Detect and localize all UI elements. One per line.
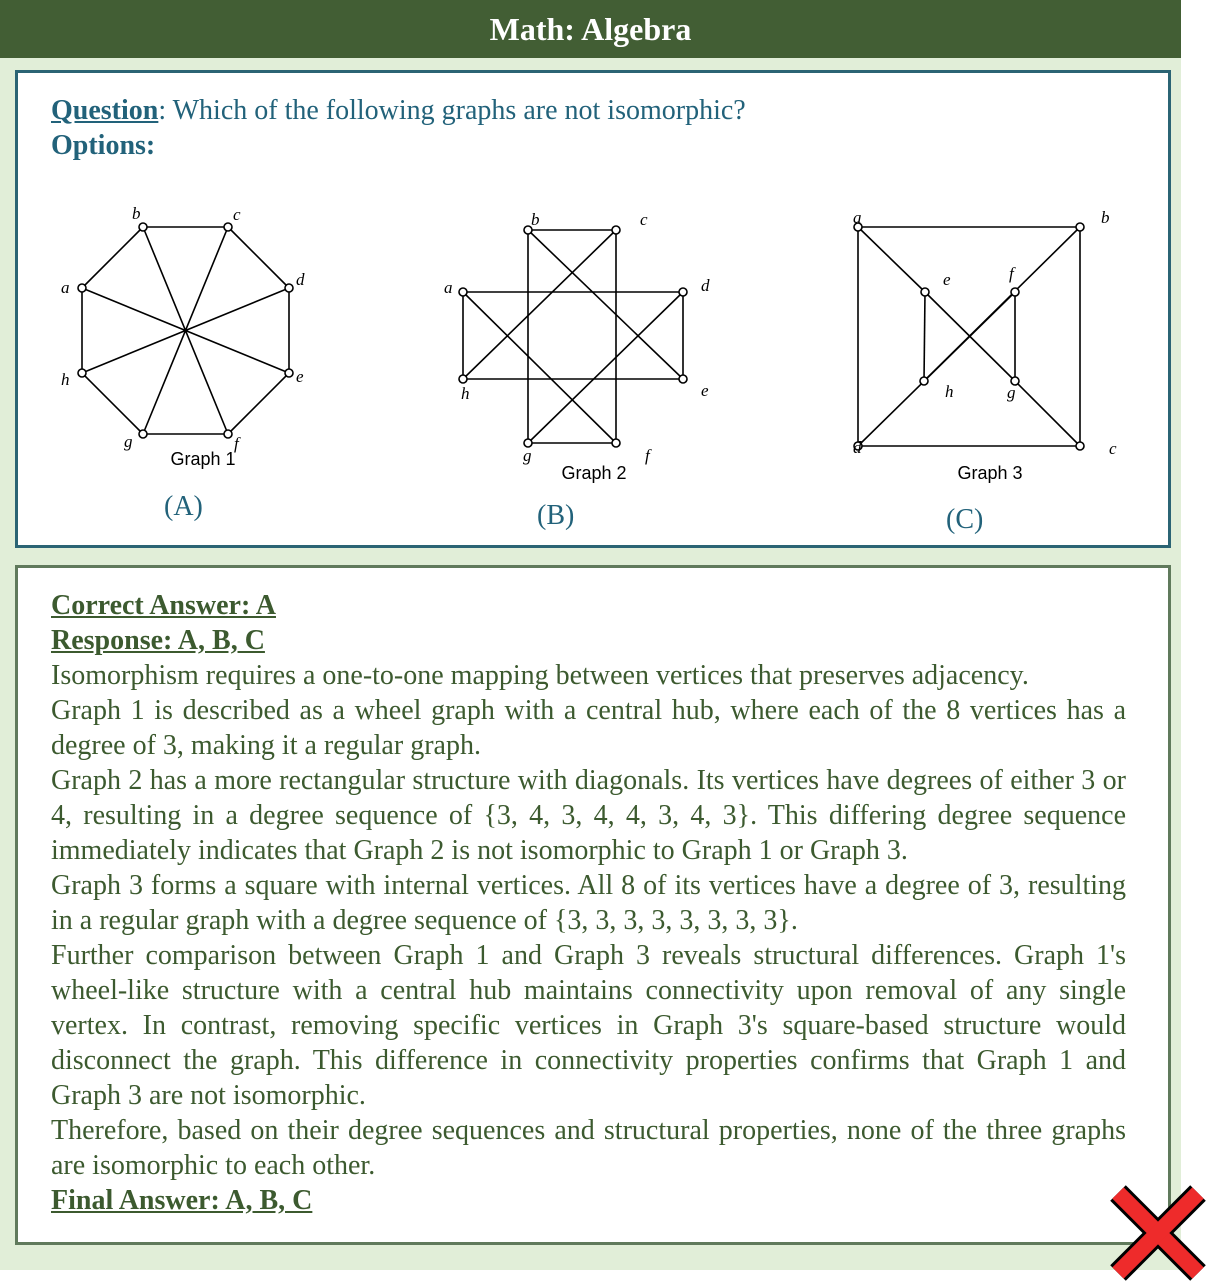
g3-vertex-b: b: [1101, 208, 1110, 227]
g1-vertex-d: d: [296, 270, 305, 289]
g2-vertex-c: c: [640, 210, 648, 229]
option-c-label: (C): [946, 504, 984, 535]
g3-vertex-a: a: [853, 208, 862, 227]
g1-vertex-g: g: [124, 432, 133, 451]
graph-1-title: Graph 1: [170, 449, 236, 469]
g3-vertex-c: c: [1109, 439, 1117, 458]
graph-3-figure: [833, 203, 1133, 483]
graph-2-title: Graph 2: [561, 463, 627, 483]
graph-1-edges: [82, 227, 289, 434]
g1-vertex-a: a: [61, 278, 70, 297]
g1-vertex-f: f: [234, 434, 239, 453]
g2-vertex-f: f: [645, 446, 650, 465]
g1-vertex-b: b: [132, 204, 141, 223]
g1-vertex-e: e: [296, 367, 304, 386]
correct-answer: Correct Answer: A: [51, 590, 276, 621]
option-b-label: (B): [537, 500, 575, 531]
question-panel: [15, 70, 1171, 548]
response-paragraph: Isomorphism requires a one-to-one mapping between vertices that preserves adjacency.: [51, 660, 1029, 691]
g3-vertex-f: f: [1009, 264, 1014, 283]
graph-3-title: Graph 3: [957, 463, 1023, 483]
g3-vertex-h: h: [945, 382, 954, 401]
graph-1-figure: [53, 203, 333, 473]
graph-2-vertices: [459, 226, 687, 447]
options-label: Options:: [51, 130, 156, 161]
question-line: [51, 95, 746, 127]
g2-vertex-a: a: [444, 278, 453, 297]
page-title: Math: Algebra: [0, 0, 1181, 58]
g3-vertex-e: e: [943, 270, 951, 289]
g2-vertex-e: e: [701, 381, 709, 400]
graph-3-edges: [858, 227, 1080, 446]
g1-vertex-c: c: [233, 205, 241, 224]
graph-2-edges: [463, 230, 683, 443]
g1-vertex-h: h: [61, 370, 70, 389]
graph-2-figure: [433, 203, 733, 483]
incorrect-x-icon: [1108, 1183, 1208, 1283]
response-paragraph: Graph 1 is described as a wheel graph with a central hub, where each of the 8 vertices has a degree of 3, making it a regular graph.: [51, 695, 1126, 761]
response-paragraph: Further comparison between Graph 1 and Graph 3 reveals structural differences. Graph 1's wheel-like structure with a central hub maintains connectivity upon removal of any single vertex. In contrast, removing specific vertices in Graph 3's square-based structure would disconnect the graph. This difference in connectivity properties confirms that Graph 1 and Graph 3 are not isomorphic.: [51, 940, 1126, 1111]
response-paragraph: Graph 2 has a more rectangular structure with diagonals. Its vertices have degrees of either 3 or 4, resulting in a degree sequence of {3, 4, 3, 4, 4, 3, 4, 3}. This differing degree sequence immediately indicates that Graph 2 is not isomorphic to Graph 1 or Graph 3.: [51, 765, 1126, 866]
question-text: : Which of the following graphs are not isomorphic?: [158, 95, 746, 126]
g2-vertex-d: d: [701, 276, 710, 295]
response-paragraph: Graph 3 forms a square with internal vertices. All 8 of its vertices have a degree of 3, resulting in a regular graph with a degree sequence of {3, 3, 3, 3, 3, 3, 3, 3}.: [51, 870, 1126, 936]
answer-content: [51, 588, 1126, 1218]
answer-panel: [15, 565, 1171, 1245]
g2-vertex-g: g: [523, 446, 532, 465]
final-answer: Final Answer: A, B, C: [51, 1185, 313, 1216]
option-a-label: (A): [164, 491, 203, 522]
question-label: Question: [51, 95, 159, 126]
model-response-label: Response: A, B, C: [51, 625, 265, 656]
g3-vertex-d: d: [853, 438, 862, 457]
g2-vertex-h: h: [461, 384, 470, 403]
response-paragraph: Therefore, based on their degree sequences and structural properties, none of the three graphs are isomorphic to each other.: [51, 1115, 1126, 1181]
g3-vertex-g: g: [1007, 383, 1016, 402]
g2-vertex-b: b: [531, 210, 540, 229]
